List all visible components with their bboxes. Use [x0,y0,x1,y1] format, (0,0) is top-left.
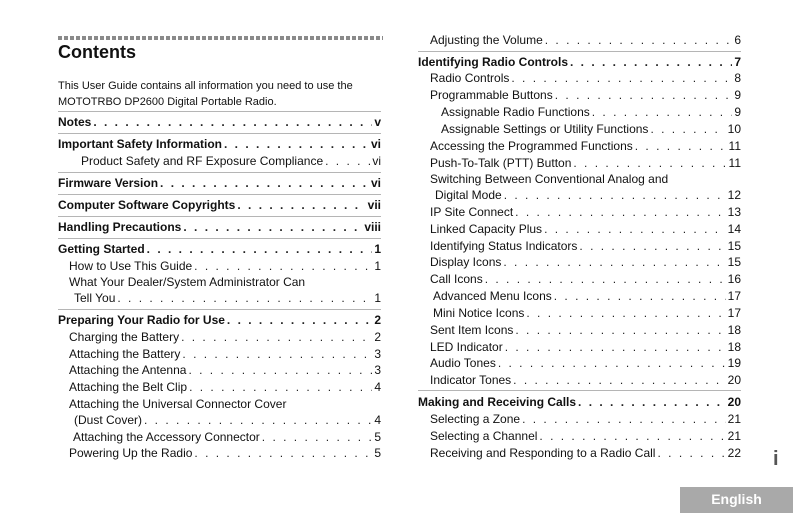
toc-leader [160,176,369,190]
toc-page: 1 [374,259,381,273]
toc-entry-powering[interactable] [69,446,381,460]
toc-entry-programmable-buttons[interactable] [430,88,741,102]
toc-label: Firmware Version [58,176,159,190]
toc-label: Attaching the Battery [69,347,181,361]
toc-label: Getting Started [58,242,145,256]
section-rule [58,238,381,239]
toc-label: Indicator Tones [430,373,512,387]
toc-leader [262,430,373,444]
toc-entry-display-icons[interactable] [430,255,741,269]
toc-entry-radio-controls[interactable] [430,71,741,85]
toc-entry-switching-line2[interactable] [435,188,741,202]
toc-entry-linked-capacity[interactable] [430,222,741,236]
toc-entry-firmware[interactable] [58,176,381,190]
toc-entry-mini-notice[interactable] [433,306,741,320]
toc-page: 13 [727,205,741,219]
toc-leader [515,205,725,219]
toc-entry-ptt[interactable] [430,156,741,170]
toc-leader [181,330,372,344]
toc-entry-ip-site[interactable] [430,205,741,219]
header-dashed-rule [58,36,383,40]
toc-label: Selecting a Zone [430,412,521,426]
toc-leader [539,429,725,443]
toc-page: 8 [734,71,741,85]
toc-page: vi [370,137,381,151]
toc-label: Accessing the Programmed Functions [430,139,633,153]
toc-entry-preparing[interactable] [58,313,381,327]
toc-label: Push-To-Talk (PTT) Button [430,156,572,170]
toc-page: 16 [727,272,741,286]
toc-entry-notes[interactable] [58,115,381,129]
toc-entry-how-to-use[interactable] [69,259,381,273]
intro-text: This User Guide contains all information you need to use the MOTOTRBO DP2600 Digital Portable Radio. [58,80,353,108]
toc-page: vi [370,176,381,190]
toc-leader [578,395,726,409]
toc-page: 15 [727,255,741,269]
toc-page: 17 [727,306,741,320]
toc-label: Assignable Radio Functions [441,105,590,119]
toc-page: 15 [727,239,741,253]
toc-entry-safety[interactable] [58,137,381,151]
toc-leader [144,413,372,427]
toc-leader [570,55,732,69]
toc-label: Tell You [74,291,116,305]
page-title: Contents [58,42,136,62]
toc-entry-accessing-functions[interactable] [430,139,741,153]
toc-label: Computer Software Copyrights [58,198,236,212]
toc-page: 4 [374,413,381,427]
toc-entry-handling[interactable] [58,220,381,234]
toc-leader [189,380,372,394]
toc-entry-universal-line1[interactable]: Attaching the Universal Connector Cover [69,397,287,411]
toc-leader [555,88,733,102]
toc-label: Powering Up the Radio [69,446,193,460]
toc-page: 2 [374,330,381,344]
toc-page: 18 [727,323,741,337]
toc-leader [573,156,726,170]
toc-leader [504,188,726,202]
toc-leader [635,139,727,153]
toc-page: v [374,115,381,129]
toc-page: 2 [374,313,381,327]
toc-label: Radio Controls [430,71,510,85]
toc-label: Call Icons [430,272,483,286]
toc-entry-volume[interactable] [430,33,741,47]
toc-entry-advanced-menu[interactable] [433,289,741,303]
toc-entry-dealer-line2[interactable] [74,291,381,305]
toc-label: Digital Mode [435,188,502,202]
toc-page: 5 [374,446,381,460]
toc-leader [526,306,725,320]
toc-entry-getting-started[interactable] [58,242,381,256]
toc-page: 1 [374,242,381,256]
toc-entry-attach-antenna[interactable] [69,363,381,377]
toc-label: Charging the Battery [69,330,180,344]
toc-label: Identifying Status Indicators [430,239,578,253]
toc-leader [224,137,369,151]
toc-page: 11 [728,156,741,170]
toc-label: (Dust Cover) [74,413,143,427]
toc-leader [325,154,370,168]
section-rule [418,51,741,52]
toc-entry-universal-line2[interactable] [74,413,381,427]
toc-page: 12 [727,188,741,202]
toc-entry-indicator-tones[interactable] [430,373,741,387]
toc-leader [522,412,726,426]
toc-page: 19 [727,356,741,370]
toc-leader [485,272,726,286]
toc-label: Assignable Settings or Utility Functions [441,122,649,136]
toc-label: Making and Receiving Calls [418,395,577,409]
toc-label: Sent Item Icons [430,323,514,337]
toc-entry-select-zone[interactable] [430,412,741,426]
toc-label: Product Safety and RF Exposure Compliance [81,154,324,168]
toc-page: 9 [734,88,741,102]
toc-label: Attaching the Accessory Connector [73,430,260,444]
toc-entry-accessory[interactable] [73,430,381,444]
toc-leader [515,323,725,337]
toc-label: IP Site Connect [430,205,514,219]
toc-page: 21 [727,429,741,443]
toc-label: How to Use This Guide [69,259,193,273]
toc-page: 14 [727,222,741,236]
toc-entry-sent-item[interactable] [430,323,741,337]
toc-entry-receiving[interactable] [430,446,741,460]
toc-label: Programmable Buttons [430,88,553,102]
toc-entry-assignable-settings[interactable] [441,122,741,136]
toc-leader [511,71,732,85]
toc-leader [554,289,726,303]
toc-leader [505,340,726,354]
toc-entry-dealer-line1[interactable]: What Your Dealer/System Administrator Can [69,275,306,289]
toc-page: 17 [727,289,741,303]
toc-label: Linked Capacity Plus [430,222,543,236]
toc-entry-identifying[interactable] [418,55,741,69]
toc-label: Receiving and Responding to a Radio Call [430,446,656,460]
toc-page: 22 [727,446,741,460]
toc-entry-making-calls[interactable] [418,395,741,409]
toc-leader [498,356,726,370]
toc-label: Adjusting the Volume [430,33,543,47]
toc-page: 20 [727,395,741,409]
toc-page: 9 [734,105,741,119]
language-tab: English [680,487,793,513]
toc-page: vi [372,154,381,168]
toc-page: 1 [374,291,381,305]
toc-page: 21 [727,412,741,426]
toc-page: 3 [374,363,381,377]
toc-page: 3 [374,347,381,361]
section-rule [58,309,381,310]
toc-entry-assignable-functions[interactable] [441,105,741,119]
section-rule [58,216,381,217]
toc-page: 10 [727,122,741,136]
toc-label: Mini Notice Icons [433,306,525,320]
toc-page: 6 [734,33,741,47]
toc-entry-charging[interactable] [69,330,381,344]
toc-page: 7 [734,55,741,69]
toc-entry-status-indicators[interactable] [430,239,741,253]
toc-label: Audio Tones [430,356,496,370]
page-number: i [773,448,779,470]
toc-entry-attach-battery[interactable] [69,347,381,361]
toc-leader [182,347,372,361]
toc-leader [227,313,372,327]
toc-leader [147,242,373,256]
toc-entry-software[interactable] [58,198,381,212]
toc-label: Handling Precautions [58,220,182,234]
toc-label: Attaching the Belt Clip [69,380,188,394]
toc-entry-led-indicator[interactable] [430,340,741,354]
toc-label: LED Indicator [430,340,503,354]
toc-entry-rf-compliance[interactable] [81,154,381,168]
toc-page: 11 [728,139,741,153]
toc-page: 5 [374,430,381,444]
toc-page: 4 [374,380,381,394]
toc-leader [194,446,372,460]
section-rule [58,172,381,173]
toc-label: Display Icons [430,255,502,269]
toc-leader [93,115,372,129]
toc-leader [117,291,372,305]
toc-leader [513,373,725,387]
toc-entry-attach-belt-clip[interactable] [69,380,381,394]
section-rule [58,194,381,195]
toc-leader [657,446,725,460]
toc-leader [650,122,725,136]
toc-page: 20 [727,373,741,387]
toc-leader [544,222,726,236]
toc-entry-select-channel[interactable] [430,429,741,443]
toc-leader [188,363,372,377]
toc-leader [183,220,362,234]
toc-label: Notes [58,115,92,129]
toc-leader [545,33,733,47]
toc-label: Attaching the Antenna [69,363,187,377]
toc-label: Important Safety Information [58,137,223,151]
toc-leader [503,255,725,269]
toc-label: Advanced Menu Icons [433,289,552,303]
toc-leader [237,198,365,212]
toc-entry-audio-tones[interactable] [430,356,741,370]
toc-leader [194,259,372,273]
toc-label: Preparing Your Radio for Use [58,313,225,327]
toc-leader [579,239,725,253]
section-rule [58,133,381,134]
toc-page: 18 [727,340,741,354]
toc-page: viii [364,220,381,234]
toc-label: Identifying Radio Controls [418,55,568,69]
toc-label: Selecting a Channel [430,429,538,443]
section-rule [418,390,741,391]
toc-leader [592,105,733,119]
toc-page: vii [367,198,381,212]
section-rule [58,111,381,112]
toc-entry-call-icons[interactable] [430,272,741,286]
toc-entry-switching-line1[interactable]: Switching Between Conventional Analog and [430,172,669,186]
